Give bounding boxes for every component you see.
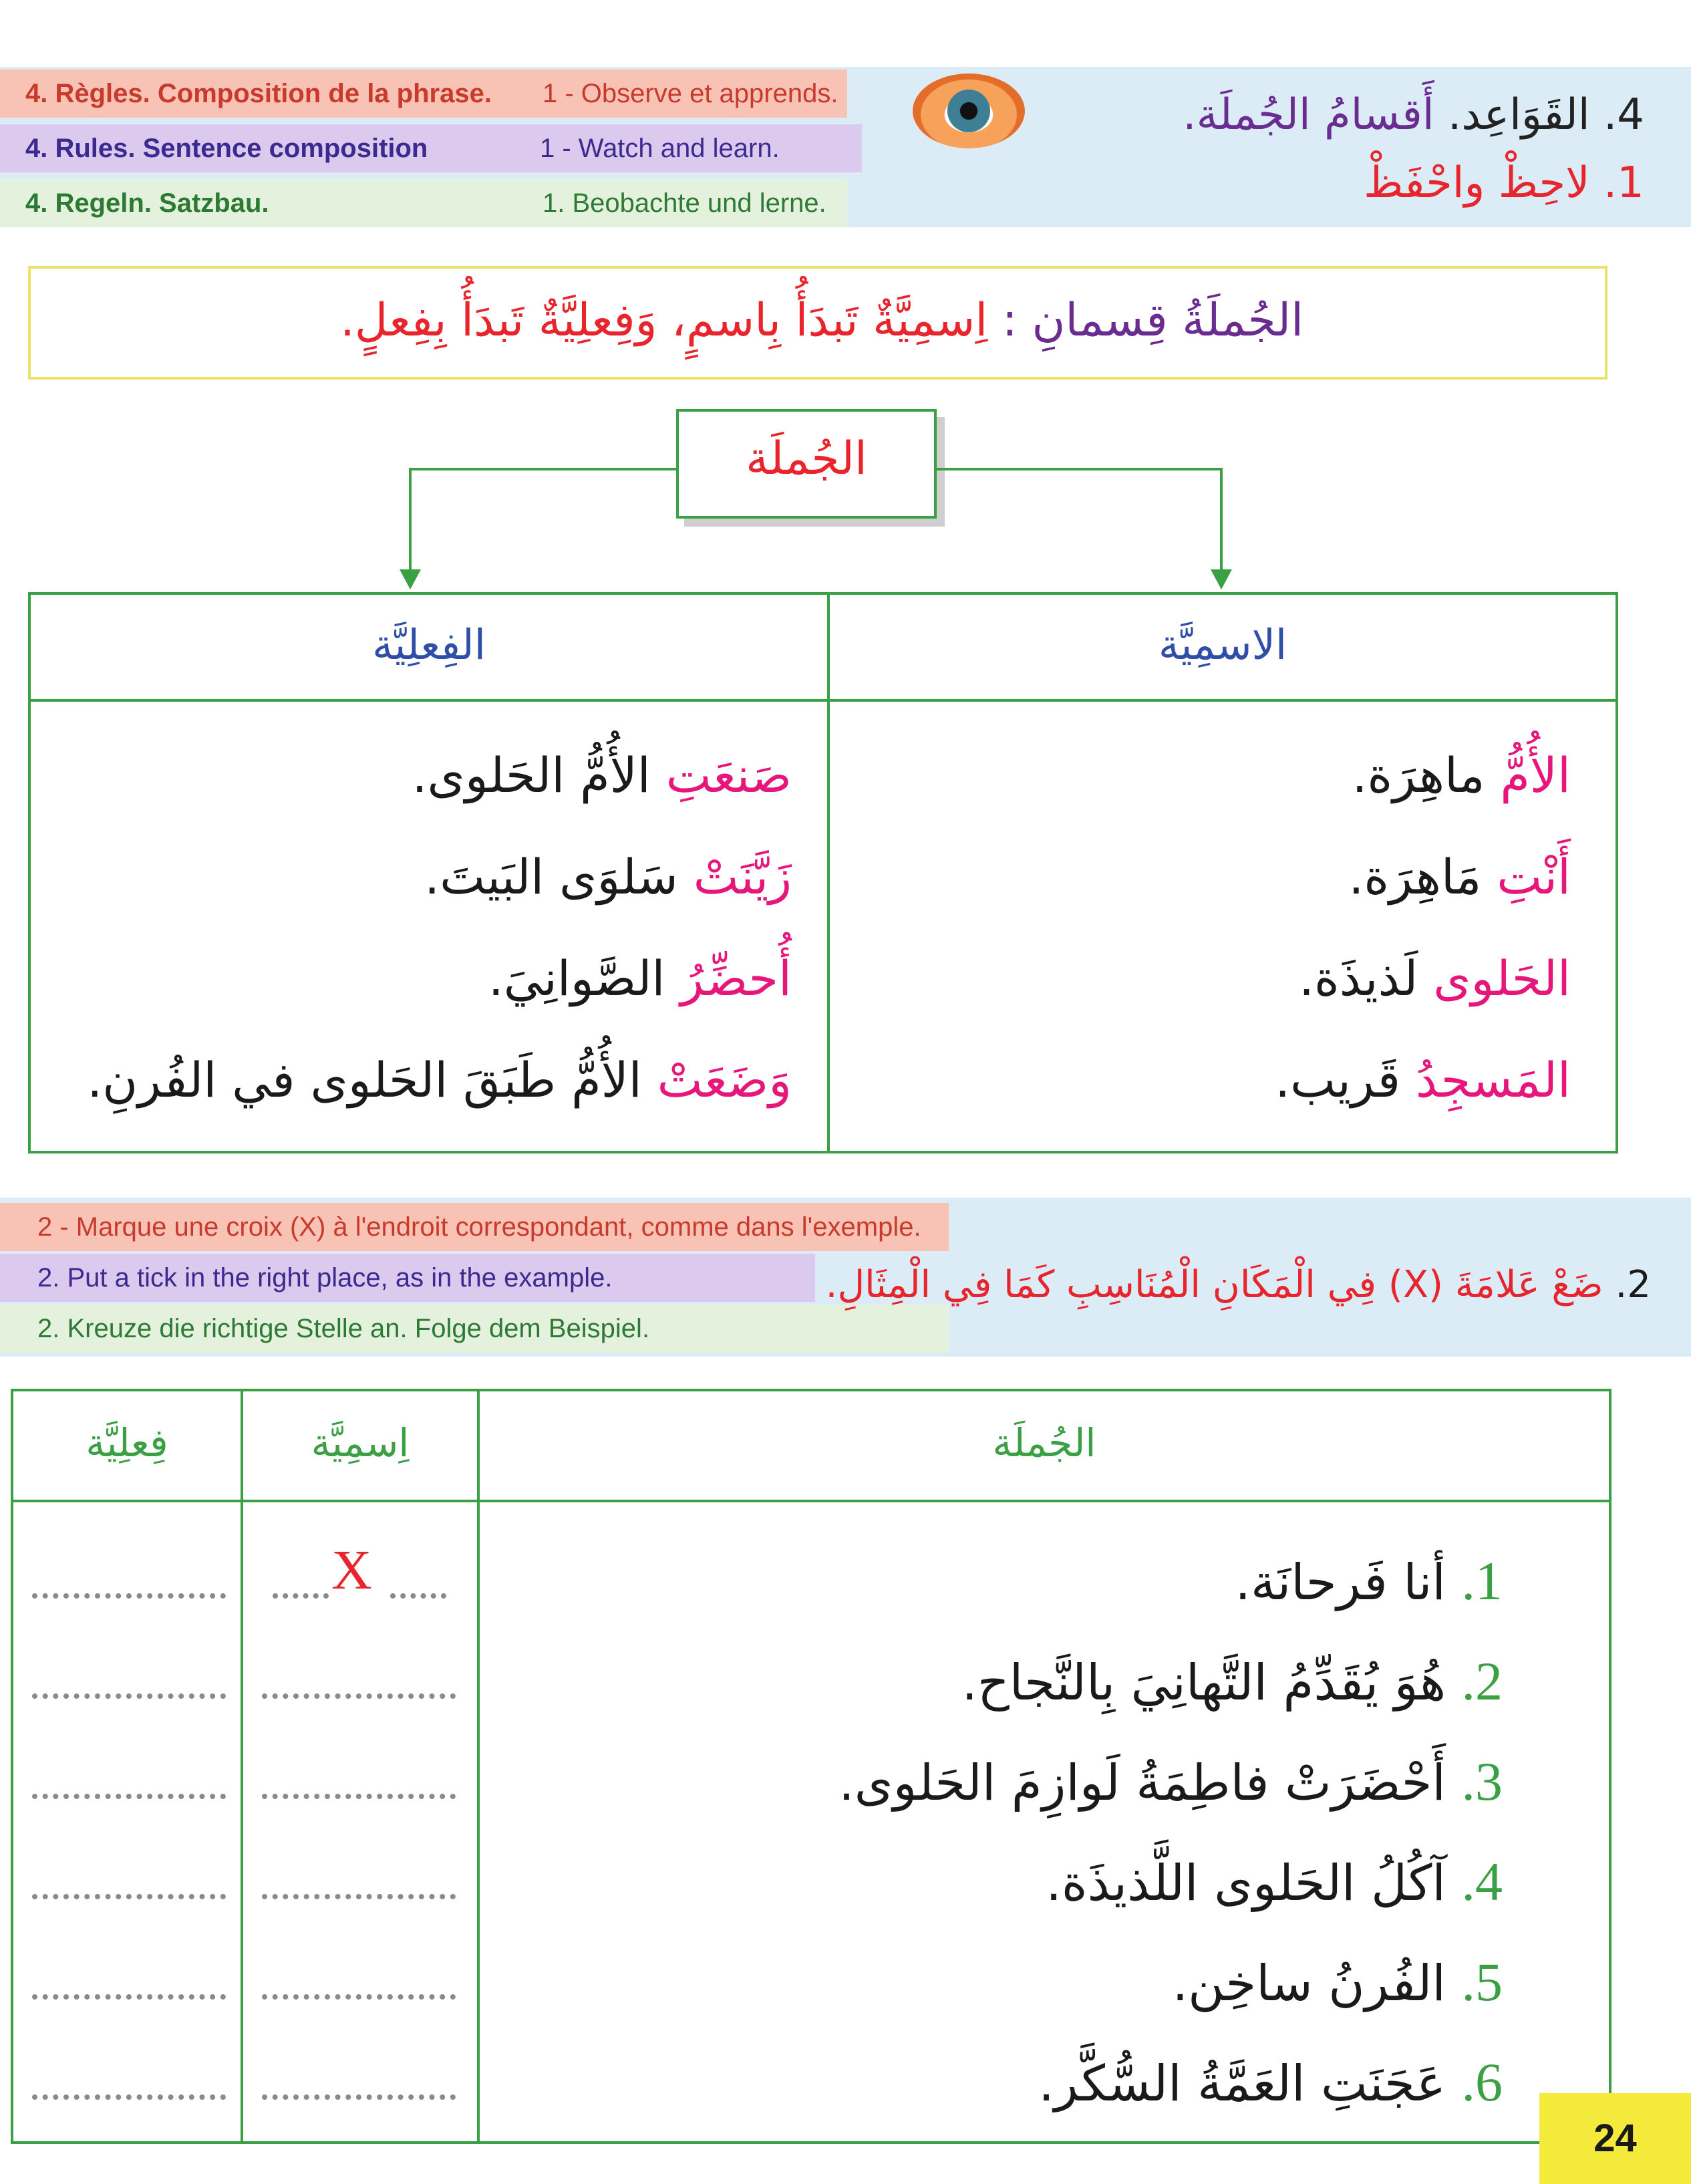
answer-blank-nominal[interactable]	[262, 1994, 456, 2000]
verbal-example: أُحضِّرُ الصَّوانِيَ.	[488, 950, 792, 1006]
tree-connector-right	[937, 468, 1223, 470]
german-title: 4. Regeln. Satzbau.	[25, 188, 269, 218]
rule-text	[340, 287, 1303, 354]
page-number-badge	[1539, 2093, 1691, 2184]
exercise-row: 4. آكُلُ الحَلوى اللَّذيذَة.	[1046, 1851, 1503, 1912]
answer-blank-nominal[interactable]	[262, 1894, 456, 1899]
answer-blank-nominal[interactable]	[390, 1593, 446, 1599]
tree-connector-left	[409, 468, 676, 470]
answer-blank-verbal[interactable]	[32, 1994, 226, 2000]
english-instruction: 2. Put a tick in the right place, as in the example.	[37, 1263, 613, 1292]
tree-connector-right-drop	[1220, 468, 1223, 575]
arrow-down-icon	[1211, 569, 1232, 589]
header-verbal: فِعلِيَّة	[86, 1420, 168, 1466]
answer-blank-verbal[interactable]	[32, 2094, 226, 2100]
french-subtitle: 1 - Observe et apprends.	[543, 79, 838, 108]
column-header-verbal: الفِعلِيَّة	[372, 620, 486, 669]
header-nominal: اِسمِيَّة	[311, 1420, 410, 1466]
answer-blank-nominal[interactable]	[273, 1593, 329, 1599]
exercise-row: 3. أَحْضَرَتْ فاطِمَةُ لَوازِمَ الحَلوى.	[838, 1751, 1503, 1812]
header-sentence: الجُملَة	[992, 1420, 1096, 1466]
answer-blank-verbal[interactable]	[32, 1894, 226, 1899]
verbal-example: صَنعَتِ الأُمُّ الحَلوى.	[412, 747, 792, 803]
arrow-down-icon	[400, 569, 421, 589]
exercise-row: 2. هُوَ يُقَدِّمُ التَّهانِيَ بِالنَّجاح.	[961, 1651, 1503, 1712]
english-band-2	[0, 1254, 815, 1302]
french-title: 4. Règles. Composition de la phrase.	[25, 79, 492, 108]
tree-connector-left-drop	[409, 468, 412, 575]
rule-text-body: اِسمِيَّةٌ تَبدَأُ بِاسمٍ، وَفِعلِيَّةٌ تَبدَأُ بِفِعلٍ.	[340, 294, 988, 347]
rule-text-lead: الجُملَةُ قِسمانِ :	[1002, 294, 1303, 347]
verbal-example: وَضَعَتْ الأُمُّ طَبَقَ الحَلوى في الفُرنِ.	[87, 1052, 792, 1108]
arabic-instruction: 2. ضَعْ عَلامَةَ (X) فِي الْمَكَانِ الْمُنَاسِبِ كَمَا فِي الْمِثَالِ.	[825, 1263, 1651, 1307]
tree-root-label: الجُملَة	[746, 432, 867, 485]
answer-blank-verbal[interactable]	[32, 1593, 226, 1599]
table-header-divider	[11, 1500, 1611, 1502]
nominal-example: الأُمُّ ماهِرَة.	[1352, 747, 1571, 803]
example-mark: X	[331, 1539, 372, 1601]
arabic-title-divisions: أَقسامُ الجُملَة.	[1183, 90, 1434, 140]
page-number: 24	[1593, 2117, 1637, 2160]
exercise-row: 6. عَجَنَتِ العَمَّةُ السُّكَّر.	[1038, 2052, 1503, 2112]
arabic-title-number: 4.	[1603, 90, 1644, 140]
french-band	[0, 70, 847, 118]
exercise-row: 1. أنا فَرحانَة.	[1235, 1550, 1503, 1611]
nominal-example: أَنْتِ مَاهِرَة.	[1348, 849, 1571, 905]
exercise-row: 5. الفُرنُ ساخِن.	[1172, 1951, 1503, 2012]
german-band-2	[0, 1305, 949, 1353]
answer-blank-verbal[interactable]	[32, 1794, 226, 1799]
french-instruction: 2 - Marque une croix (X) à l'endroit correspondant, comme dans l'exemple.	[37, 1212, 921, 1242]
verbal-example: زَيَّنَتْ سَلوَى البَيتَ.	[424, 849, 792, 905]
column-header-nominal: الاسمِيَّة	[1158, 620, 1287, 669]
arabic-subtitle: 1. لاحِظْ واحْفَظْ	[1364, 158, 1644, 208]
table-header-divider	[28, 699, 1618, 702]
answer-blank-nominal[interactable]	[262, 1794, 456, 1799]
arabic-title-rules: القَوَاعِد.	[1447, 90, 1590, 140]
answer-blank-verbal[interactable]	[32, 1693, 226, 1699]
arabic-section-title	[1183, 83, 1644, 147]
nominal-example: الحَلوى لَذيذَة.	[1299, 950, 1571, 1006]
french-band-2	[0, 1203, 949, 1251]
english-band	[0, 124, 862, 172]
english-title: 4. Rules. Sentence composition	[25, 134, 428, 163]
german-subtitle: 1. Beobachte und lerne.	[543, 188, 826, 218]
english-subtitle: 1 - Watch and learn.	[540, 134, 780, 163]
german-instruction: 2. Kreuze die richtige Stelle an. Folge dem Beispiel.	[37, 1314, 650, 1343]
nominal-example: المَسجِدُ قَريب.	[1275, 1052, 1571, 1108]
german-band	[0, 179, 847, 227]
answer-blank-nominal[interactable]	[262, 1693, 456, 1699]
eye-iris	[947, 90, 990, 132]
answer-blank-nominal[interactable]	[262, 2094, 456, 2100]
